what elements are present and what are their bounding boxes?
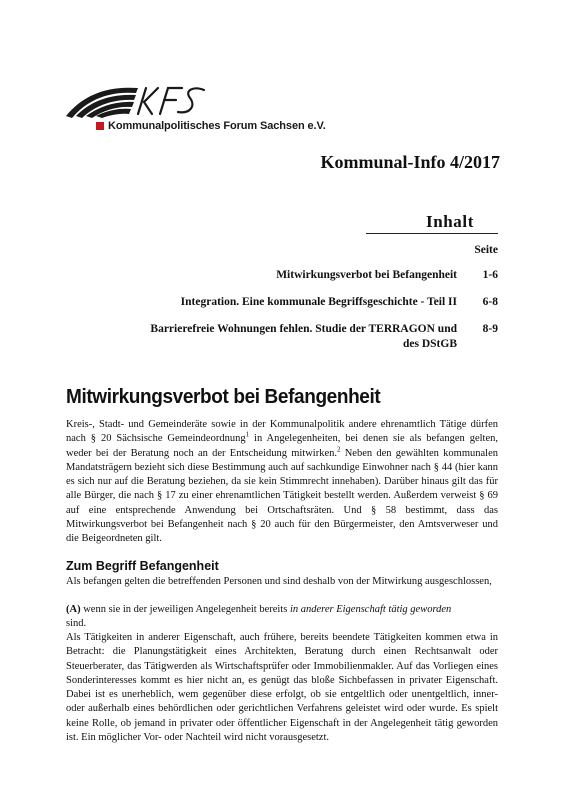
item-a-label: (A) [66, 604, 81, 615]
toc-entry-title: Mitwirkungsverbot bei Befangenheit [276, 269, 457, 281]
toc-heading: Inhalt [425, 212, 474, 231]
toc-entry-title: Integration. Eine kommunale Begriffsgeschichte - Teil II [180, 296, 457, 308]
intro-paragraph: Kreis-, Stadt- und Gemeinderäte sowie in der Kommunalpolitik andere ehrenamtlich Tätige dürfen nach § 20 Sächsische Gemeindeordnung$^1$ in Angelegenheiten, bei denen sie als befangen gelten, weder bei der Beratung noch an der Entscheidung mitwirken.$^2$ Neben den gewählten kommunalen Mandatsträgern bezieht sich diese Bestimmung auch auf sachkundige Einwohner nach § 44 (hier kann es sich nur auf die Beratung beziehen, da sie kein Stimmrecht innehaben). Darüber hinaus gilt das für alle Bürger, die nach § 17 zu einer ehrenamtlichen Tätigkeit bestellt werden. Außerdem verweist § 69 auf eine entsprechende Anwendung bei Ortschaftsräten. Und § 58 bestimmt, dass das Mitwirkungsverbot bei Befangenheit nach § 20 auch für den Bürgermeister, den Amtsverweser und die Beigeordneten gilt. [66, 419, 498, 545]
toc-entry-title-line2: des DStGB [403, 338, 457, 350]
footnote-ref-2[interactable]: 2 [336, 445, 341, 454]
section-item-a-end: sind. [66, 618, 87, 629]
toc-heading-box [366, 212, 498, 232]
toc-entry-pages: 6-8 [482, 296, 498, 308]
organization-name: Kommunalpolitisches Forum Sachsen e.V. [108, 120, 326, 132]
toc-entry[interactable] [100, 323, 498, 355]
item-a-emphasis: in anderer Eigenschaft tätig geworden [289, 604, 452, 615]
toc-page-column-label: Seite [474, 244, 498, 256]
section-heading: Zum Begriff Befangenheit [66, 559, 219, 573]
article-heading: Mitwirkungsverbot bei Befangenheit [66, 386, 381, 408]
kfs-logo [64, 80, 354, 140]
toc-entry-pages: 1-6 [482, 269, 498, 281]
section-item-a: (A) wenn sie in der jeweiligen Angelegenheit bereits in anderer Eigenschaft tätig geworden [66, 604, 452, 615]
toc-entry-pages: 8-9 [482, 323, 498, 335]
section-paragraph-1: Als befangen gelten die betreffenden Personen und sind deshalb von der Mitwirkung ausgeschlossen, [66, 576, 492, 587]
section-paragraph-2: Als Tätigkeiten in anderer Eigenschaft, auch frühere, bereits beendete Tätigkeiten kommen etwa in Betracht: die Planungstätigkeit eines Architekten, Beratung durch einen Rechtsanwalt oder Steuerberater, das Tätigwerden als Wirtschaftsprüfer oder Immobilienmakler. Auf das Vorliegen eines Sonderinteresses kommt es hier nicht an, es genügt das bloße Sichbefassen in privater Eigenschaft. Dabei ist es unerheblich, wem gegenüber diese erfolgt, ob sie entgeltlich oder unentgeltlich, inner- oder außerhalb eines behördlichen oder gerichtlichen Verfahrens geleistet wird oder wurde. Es spielt keine Rolle, ob jemand in privater oder öffentlicher Eigenschaft in der Angelegenheit tätig geworden ist. Ein möglicher Vor- oder Nachteil wird nicht vorausgesetzt. [66, 632, 498, 744]
toc-entry[interactable] [100, 296, 498, 312]
issue-title: Kommunal-Info 4/2017 [320, 152, 500, 172]
footnote-ref-1[interactable]: 1 [245, 430, 250, 439]
toc-underline [366, 233, 498, 234]
logo-red-square [96, 122, 104, 130]
toc-entry[interactable] [200, 269, 498, 285]
toc-entry-title-line1: Barrierefreie Wohnungen fehlen. Studie der TERRAGON und [150, 323, 457, 335]
